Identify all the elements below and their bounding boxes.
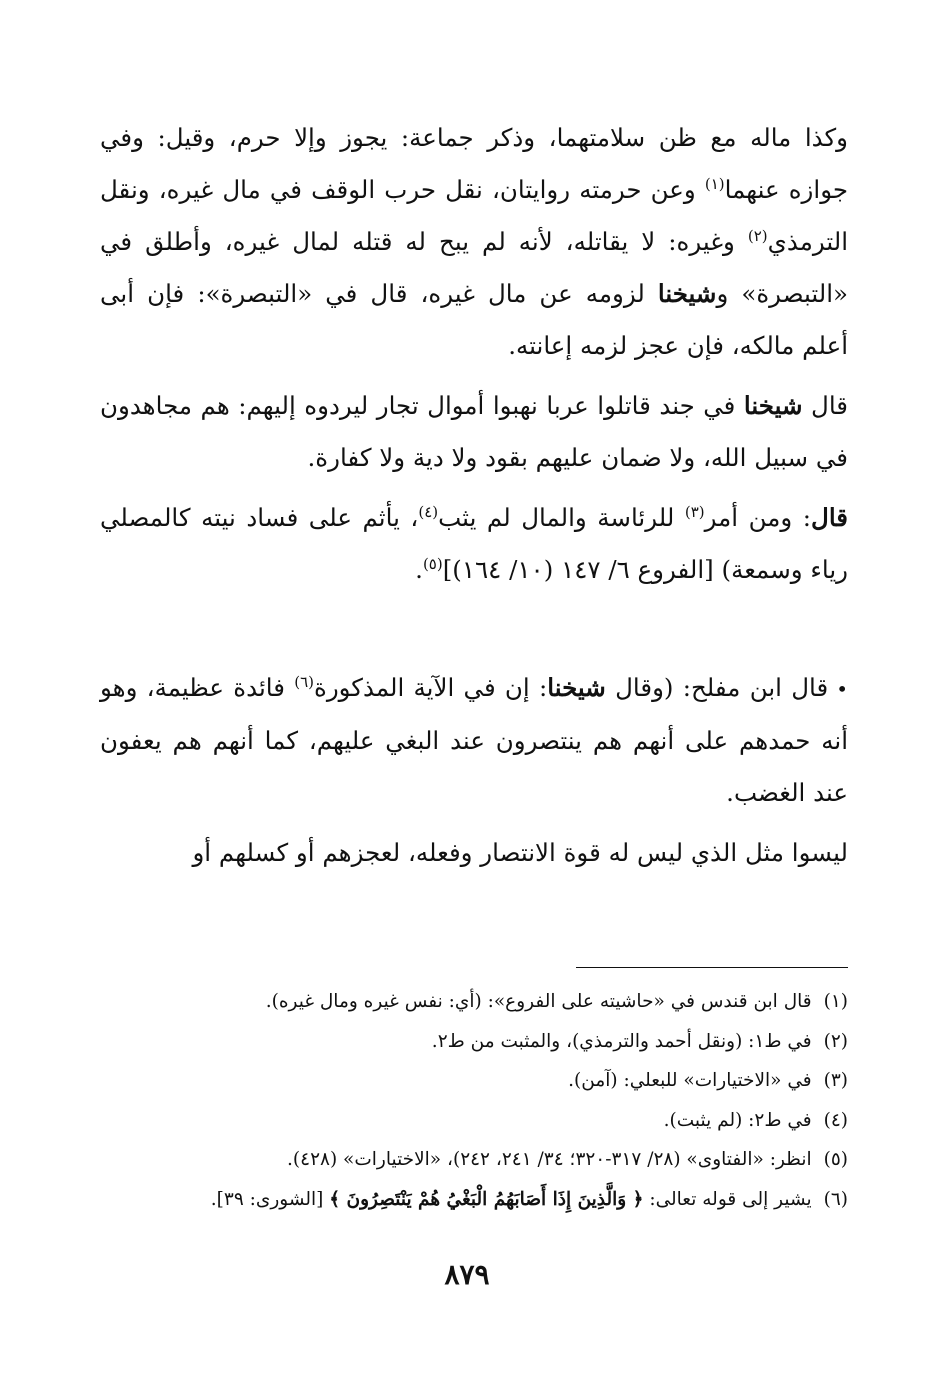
footnote-number: (١) [823,991,848,1012]
footnote-4 [100,1101,848,1141]
p4-text-a: قال ابن مفلح: (وقال [605,673,829,702]
paragraph-1 [100,112,848,372]
p1-shaykh-bold: شيخنا [657,279,717,308]
footnote-text: قال ابن قندس في «حاشيته على الفروع»: (أي: نفس غيره ومال غيره). [265,991,812,1012]
p3-text-a: : ومن أمر [704,503,812,532]
p1-text-d: لزومه عن مال غيره، قال في «التبصرة»: فإن أبى أعلم مالكه، فإن عجز لزمه إعانته. [100,279,848,360]
footnote-6 [100,1180,848,1220]
footnote-number: (٢) [823,1030,848,1052]
section-heading [100,604,848,656]
p2-text-b: في جند قاتلوا عربا نهبوا أموال تجار ليردوه إليهم: هم مجاهدون في سبيل الله، ولا ضمان عليهم بقود ولا دية ولا كفارة. [100,391,848,472]
p1-text-b: وعن حرمته روايتان، نقل حرب الوقف في مال غيره، ونقل الترمذي [100,175,848,256]
footnote-1 [100,982,848,1022]
footnote-5 [100,1140,848,1180]
footnote-text: في ط٢: (لم يثبت). [663,1109,812,1131]
p3-text-d: . [415,555,423,584]
p3-qal-bold: قال [811,503,849,532]
p3-text-b: للرئاسة والمال لم يثب [438,503,685,532]
footnote-separator [576,967,848,968]
footnote-reference: [الشورى: ٣٩]. [210,1188,330,1210]
quran-verse: ﴿ وَالَّذِينَ إِذَا أَصَابَهُمُ الْبَغْيُ هُمْ يَنْتَصِرُونَ ﴾ [329,1188,644,1210]
p1-text-a: وكذا ماله مع ظن سلامتهما، وذكر جماعة: يجوز وإلا حرم، وقيل: وفي جوازه عنهما [100,123,848,204]
footnote-number: (٥) [823,1149,848,1170]
footnote-number: (٤) [823,1109,848,1131]
footnote-text: في «الاختيارات» للبعلي: (آمن). [568,1070,812,1091]
footnote-number: (٦) [823,1188,848,1210]
footnote-marker-5[interactable]: (٥) [422,554,443,573]
paragraph-2 [100,380,848,484]
footnote-marker-2[interactable]: (٢) [747,226,768,245]
p4-shaykh-bold: شيخنا [547,673,606,702]
footnote-marker-4[interactable]: (٤) [418,502,439,521]
paragraph-3 [100,492,848,596]
p1-text-c: وغيره: لا يقاتله، لأنه لم يبح له قتله لمال غيره، وأطلق في «التبصرة» و [100,227,848,308]
footnotes [100,982,848,1219]
footnote-text: يشير إلى قوله تعالى: [643,1188,812,1210]
footnote-marker-3[interactable]: (٣) [684,502,705,521]
p3-text-c: ، يأثم على فساد نيته كالمصلي رياء وسمعة) [الفروع ٦/ ١٤٧ (١٠/ ١٦٤)] [100,503,848,584]
footnote-2 [100,1022,848,1062]
paragraph-4 [100,662,848,819]
footnote-marker-1[interactable]: (١) [704,174,725,193]
footnote-marker-6[interactable]: (٦) [294,672,314,691]
footnote-text: انظر: «الفتاوى» (٢٨/ ٣١٧-٣٢٠؛ ٣٤/ ٢٤١، ٢٤٢)، «الاختيارات» (٤٢٨). [287,1149,812,1170]
footnote-text: في ط١: (ونقل أحمد والترمذي)، والمثبت من ط٢. [431,1030,812,1052]
bullet-icon: • [836,677,849,701]
p4-text-b: : إن في الآية المذكورة [313,673,548,702]
footnote-3 [100,1061,848,1101]
footnote-number: (٣) [823,1070,848,1091]
p2-text-a: قال [802,391,849,420]
page-body [100,112,848,887]
page-number: ٨٧٩ [444,1258,490,1291]
paragraph-5: ليسوا مثل الذي ليس له قوة الانتصار وفعله، لعجزهم أو كسلهم أو [192,838,848,867]
p4-text-c: فائدة عظيمة، وهو أنه حمدهم على أنهم هم ينتصرون عند البغي عليهم، كما أنهم هم يعفون عند الغضب. [100,673,848,807]
p2-shaykh-bold: شيخنا [743,391,803,420]
